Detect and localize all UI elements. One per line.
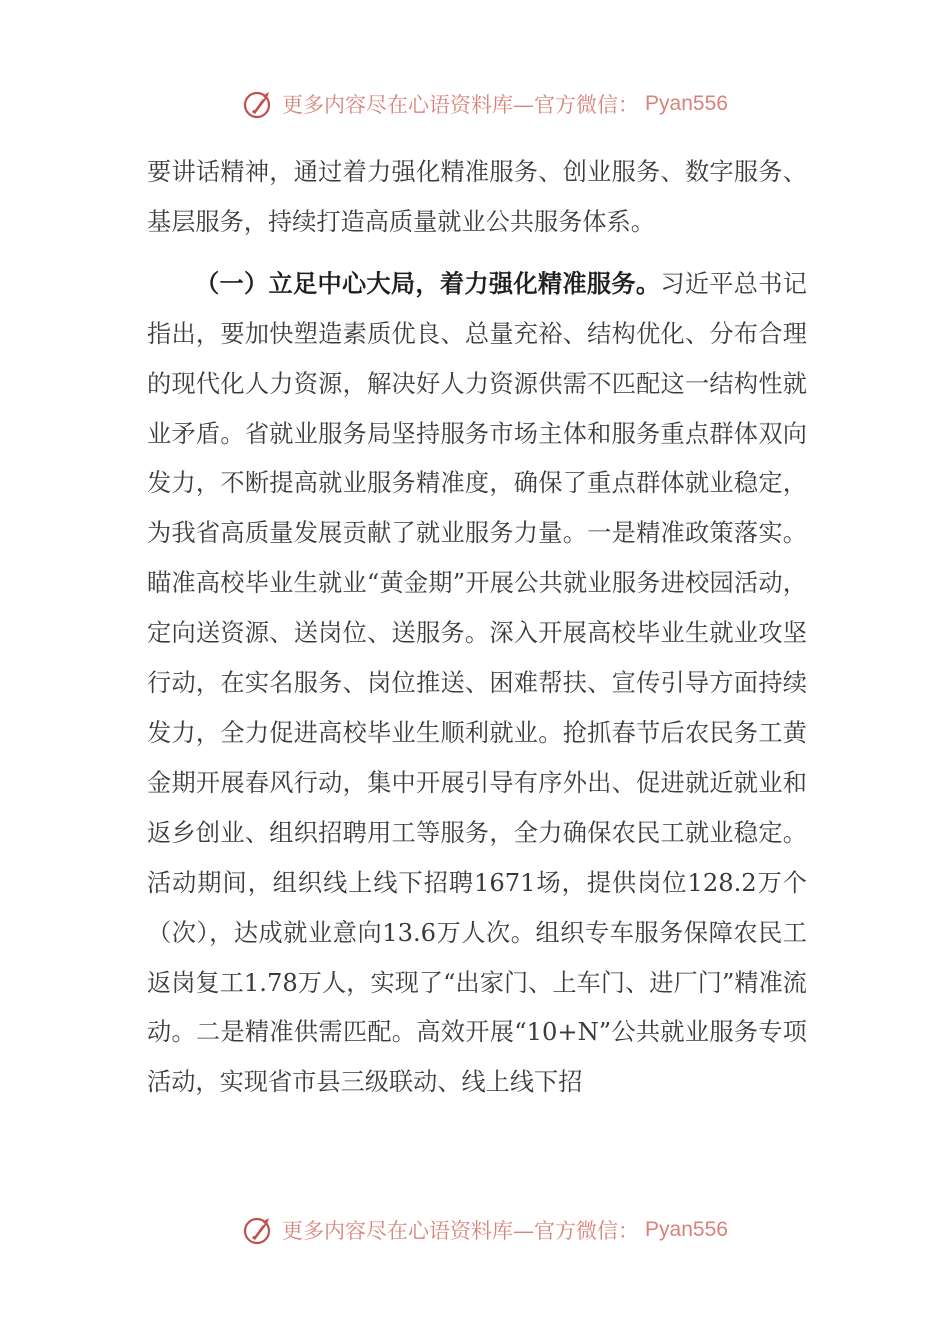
paragraph-1 [147,260,807,1108]
header-banner-content [242,87,728,121]
pen-nib-circle-icon [242,87,276,121]
footer-banner-content [242,1213,728,1247]
header-wechat-id: Pyan556 [645,92,728,115]
header-banner [0,84,950,124]
paragraph-0: 要讲话精神，通过着力强化精准服务、创业服务、数字服务、基层服务，持续打造高质量就业公共服务体系。 [147,158,807,236]
footer-banner-text: 更多内容尽在心语资料库—官方微信： [282,1219,640,1243]
document-body [147,148,807,1108]
section-heading: （一）立足中心大局，着力强化精准服务。 [195,269,661,298]
footer-wechat-id: Pyan556 [645,1218,728,1241]
footer-banner [0,1210,950,1250]
header-banner-text: 更多内容尽在心语资料库—官方微信： [282,93,640,117]
paragraph-1-body: 习近平总书记指出，要加快塑造素质优良、总量充裕、结构优化、分布合理的现代化人力资源，解决好人力资源供需不匹配这一结构性就业矛盾。省就业服务局坚持服务市场主体和服务重点群体双向发力，不断提高就业服务精准度，确保了重点群体就业稳定，为我省高质量发展贡献了就业服务力量。一是精准政策落实。瞄准高校毕业生就业“黄金期”开展公共就业服务进校园活动，定向送资源、送岗位、送服务。深入开展高校毕业生就业攻坚行动，在实名服务、岗位推送、困难帮扶、宣传引导方面持续发力，全力促进高校毕业生顺利就业。抢抓春节后农民务工黄金期开展春风行动，集中开展引导有序外出、促进就近就业和返乡创业、组织招聘用工等服务，全力确保农民工就业稳定。活动期间，组织线上线下招聘1671场，提供岗位128.2万个（次），达成就业意向13.6万人次。组织专车服务保障农民工返岗复工1.78万人，实现了“出家门、上车门、进厂门”精准流动。二是精准供需匹配。高效开展“10+N”公共就业服务专项活动，实现省市县三级联动、线上线下招 [147,269,807,1097]
pen-nib-circle-icon [242,1213,276,1247]
